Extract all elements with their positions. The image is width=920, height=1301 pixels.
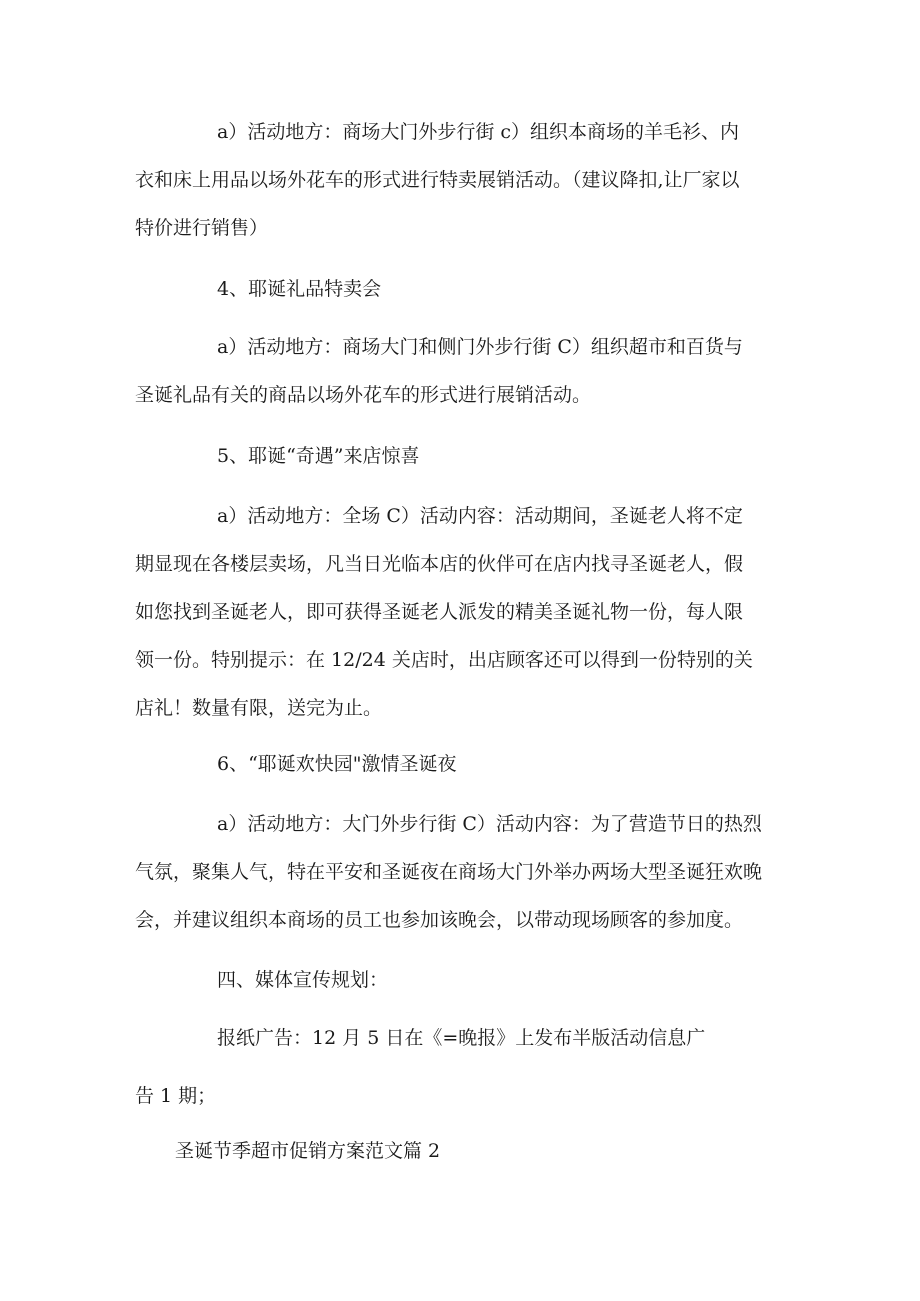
paragraph-gift-sale-details (135, 323, 785, 419)
text-line: 四、媒体宣传规划： (217, 969, 389, 991)
text-line: 气氛，聚集人气，特在平安和圣诞夜在商场大门外举办两场大型圣诞狂欢晚 (135, 861, 763, 883)
text-line: 会，并建议组织本商场的员工也参加该晚会，以带动现场顾客的参加度。 (135, 909, 744, 931)
paragraph-surprise-details (135, 492, 785, 732)
text-line: 圣诞节季超市促销方案范文篇 2 (175, 1140, 441, 1162)
heading-gift-sale (135, 265, 785, 313)
heading-surprise (135, 432, 785, 480)
text-line: 衣和床上用品以场外花车的形式进行特卖展销活动。（建议降扣,让厂家以 (135, 169, 740, 191)
text-line: a）活动地方：商场大门和侧门外步行街 C）组织超市和百货与 (217, 336, 743, 358)
paragraph-activity-a-knitwear (135, 108, 785, 252)
text-line: 5、耶诞“奇遇”来店惊喜 (217, 445, 420, 467)
heading-media-plan (135, 956, 785, 1004)
text-line: 特价进行销售） (135, 217, 269, 239)
text-line: 报纸广告：12 月 5 日在《=晚报》上发布半版活动信息广 (217, 1027, 706, 1049)
text-line: 6、“耶诞欢快园"激情圣诞夜 (217, 753, 457, 775)
text-line: 4、耶诞礼品特卖会 (217, 278, 382, 300)
heading-christmas-night (135, 740, 785, 788)
text-line: 期显现在各楼层卖场，凡当日光临本店的伙伴可在店内找寻圣诞老人，假 (135, 553, 744, 575)
text-line: a）活动地方：商场大门外步行街 c）组织本商场的羊毛衫、内 (217, 121, 740, 143)
text-line: a）活动地方：全场 C）活动内容：活动期间，圣诞老人将不定 (217, 505, 743, 527)
section-title (175, 1127, 825, 1175)
text-line: 告 1 期； (135, 1085, 217, 1107)
paragraph-newspaper-ad-continued (135, 1072, 785, 1120)
text-line: a）活动地方：大门外步行街 C）活动内容：为了营造节日的热烈 (217, 813, 762, 835)
paragraph-christmas-night-details (135, 800, 785, 944)
paragraph-newspaper-ad (135, 1014, 785, 1062)
text-line: 如您找到圣诞老人，即可获得圣诞老人派发的精美圣诞礼物一份，每人限 (135, 601, 744, 623)
text-line: 圣诞礼品有关的商品以场外花车的形式进行展销活动。 (135, 384, 592, 406)
text-line: 店礼！数量有限，送完为止。 (135, 697, 383, 719)
text-line: 领一份。特别提示：在 12/24 关店时，出店顾客还可以得到一份特别的关 (135, 649, 753, 671)
